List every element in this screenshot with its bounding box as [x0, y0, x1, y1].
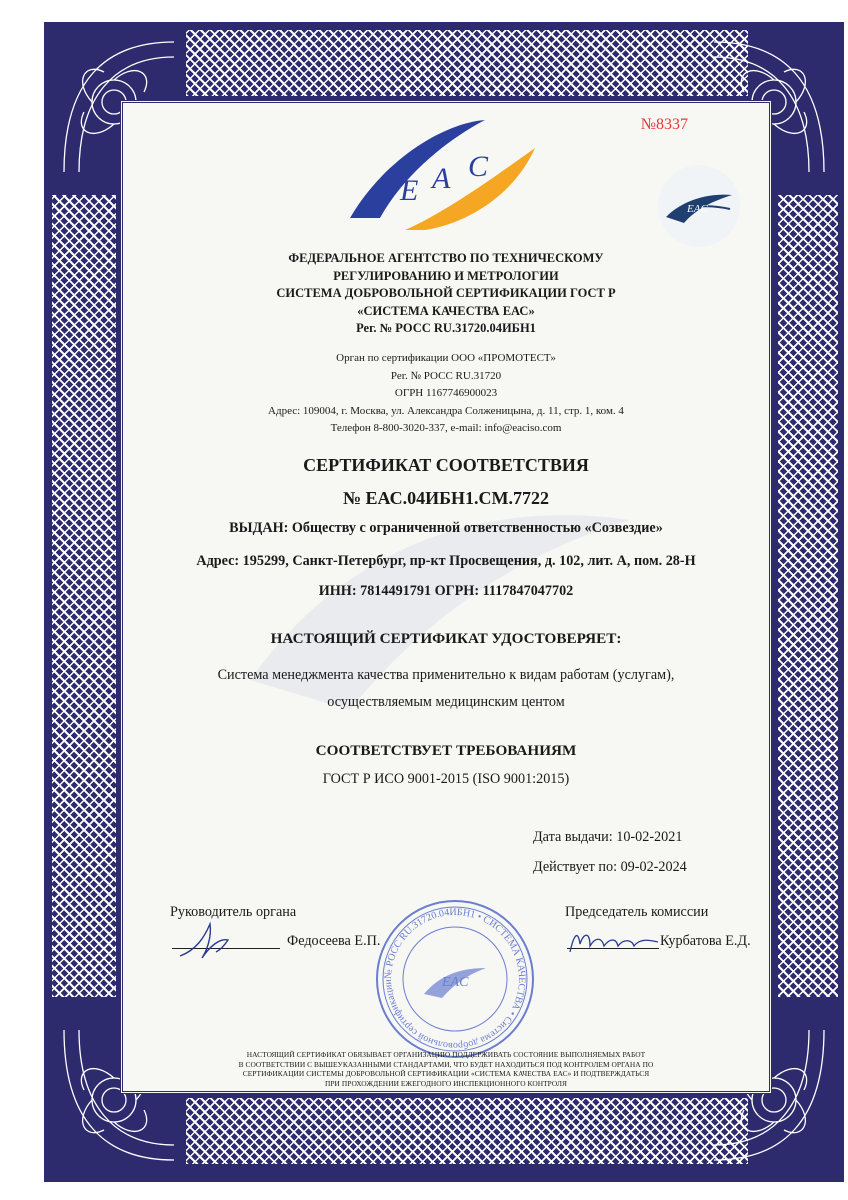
body-line: Адрес: 109004, г. Москва, ул. Александра Солженицына, д. 11, стр. 1, ком. 4 [268, 404, 624, 417]
ornament-band-left [52, 195, 116, 997]
footnote-line: СЕРТИФИКАЦИИ СИСТЕМЫ ДОБРОВОЛЬНОЙ СЕРТИФИКАЦИИ «СИСТЕМА КАЧЕСТВА ЕАС» И ПОДТВЕРЖДАТЬСЯ [242, 1069, 650, 1078]
right-signature-icon [566, 924, 662, 958]
footnote-line: ПРИ ПРОХОЖДЕНИИ ЕЖЕГОДНОГО ИНСПЕКЦИОННОГО КОНТРОЛЯ [324, 1078, 567, 1088]
body-line: Орган по сертификации ООО «ПРОМОТЕСТ» [336, 352, 556, 364]
valid-until: Действует по: 09-02-2024 [533, 859, 687, 875]
ornament-band-bottom [186, 1098, 748, 1164]
certificate-scope [120, 662, 772, 716]
svg-text:EAC: EAC [687, 203, 708, 215]
certification-body-info [120, 350, 772, 438]
logo-letter-e: E [400, 174, 419, 207]
agency-line: СИСТЕМА ДОБРОВОЛЬНОЙ СЕРТИФИКАЦИИ ГОСТ Р [276, 286, 616, 300]
certificate-title: СЕРТИФИКАТ СООТВЕТСТВИЯ [303, 455, 589, 475]
eac-seal-icon [658, 165, 740, 247]
stamp-center-text: EAC [442, 975, 469, 990]
eac-logo-icon [350, 118, 540, 230]
ornament-band-top [186, 30, 748, 96]
inn-ogrn: ИНН: 7814491791 ОГРН: 1117847047702 [318, 583, 574, 599]
footnote-line: В СООТВЕТСТВИИ С ВЫШЕУКАЗАННЫМИ СТАНДАРТАМИ, ЧТО БУДЕТ НАХОДИТЬСЯ ПОД КОНТРОЛЕМ ОРГАНА ПО [238, 1059, 654, 1069]
agency-line: «СИСТЕМА КАЧЕСТВА ЕАС» [357, 303, 535, 318]
body-line: Рег. № РОСС RU.31720 [390, 369, 502, 382]
body-line: Телефон 8-800-3020-337, e-mail: info@eaciso.com [330, 422, 562, 434]
holder-address: Адрес: 195299, Санкт-Петербург, пр-кт Просвещения, д. 102, лит. А, пом. 28-Н [196, 553, 696, 569]
left-signatory-label: Руководитель органа [170, 904, 297, 920]
official-stamp-icon [374, 898, 536, 1060]
certificate-serial-number: №8337 [640, 116, 688, 133]
certificate-dates [533, 822, 687, 882]
right-signatory-name: Курбатова Е.Д. [660, 933, 751, 949]
stamp-ring-text: № РОСС RU.31720.04ИБН1 • СИСТЕМА КАЧЕСТВА • Система добровольной сертификации [382, 906, 528, 1052]
logo-letter-c: C [468, 150, 489, 183]
certificate-number: № ЕАС.04ИБН1.СМ.7722 [342, 488, 550, 508]
issue-date: Дата выдачи: 10-02-2021 [533, 829, 683, 845]
footnote-line: НАСТОЯЩИЙ СЕРТИФИКАТ ОБЯЗЫВАЕТ ОРГАНИЗАЦИЮ ПОДДЕРЖИВАТЬ СОСТОЯНИЕ ВЫПОЛНЯЕМЫХ РАБОТ [246, 1050, 646, 1059]
body-line: ОГРН 1167746900023 [394, 387, 498, 399]
agency-line: РЕГУЛИРОВАНИЮ И МЕТРОЛОГИИ [333, 268, 559, 283]
right-signatory-label: Председатель комиссии [565, 904, 709, 920]
agency-line: ФЕДЕРАЛЬНОЕ АГЕНТСТВО ПО ТЕХНИЧЕСКОМУ [288, 251, 604, 265]
certify-heading: НАСТОЯЩИЙ СЕРТИФИКАТ УДОСТОВЕРЯЕТ: [270, 630, 622, 647]
agency-header [120, 250, 772, 338]
scope-line: Система менеджмента качества применительно к видам работам (услугам), [217, 667, 675, 683]
issued-to: ВЫДАН: Обществу с ограниченной ответственностью «Созвездие» [229, 520, 663, 536]
left-signatory-name: Федосеева Е.П. [287, 933, 381, 949]
left-signature-icon [176, 918, 246, 962]
logo-letter-a: A [432, 162, 451, 195]
ornament-band-right [778, 195, 838, 997]
scope-line: осуществляемым медицинским центом [327, 694, 565, 710]
agency-line: Рег. № РОСС RU.31720.04ИБН1 [356, 321, 536, 335]
complies-heading: СООТВЕТСТВУЕТ ТРЕБОВАНИЯМ [315, 742, 577, 759]
certificate-footnote [120, 1050, 772, 1088]
standard-reference: ГОСТ Р ИСО 9001-2015 (ISO 9001:2015) [322, 771, 570, 787]
